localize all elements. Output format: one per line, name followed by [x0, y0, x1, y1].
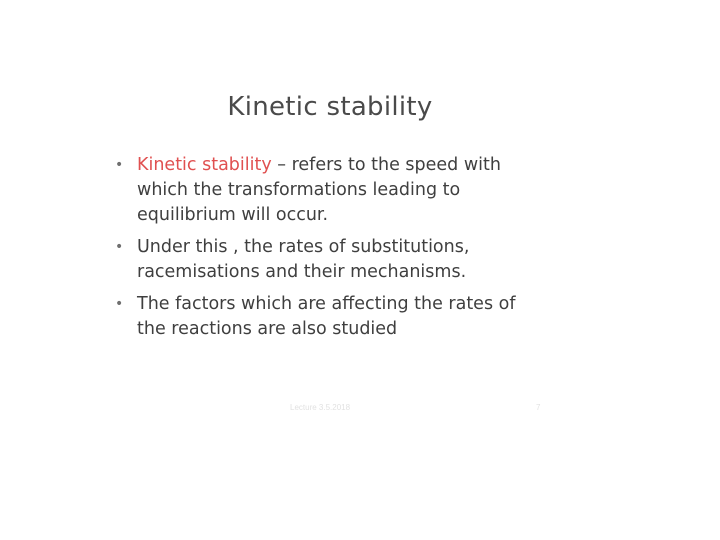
- slide-title: Kinetic stability: [227, 92, 433, 122]
- bullet-dot-icon: •: [115, 296, 124, 312]
- bullet-term: Kinetic stability: [137, 155, 272, 175]
- bullet-item: [115, 235, 535, 285]
- bullet-text: The factors which are affecting the rates of the reactions are also studied: [137, 294, 516, 339]
- bullet-text: Under this , the rates of substitutions, racemisations and their mechanisms.: [137, 237, 470, 282]
- bullet-item: [115, 292, 535, 342]
- bullet-dot-icon: •: [115, 239, 124, 255]
- bullet-text: – refers to the speed with which the transformations leading to equilibrium will occur.: [137, 155, 501, 225]
- slide-page-number: 7: [536, 403, 541, 412]
- bullet-dot-icon: •: [115, 157, 124, 173]
- bullet-list: [115, 153, 535, 349]
- bullet-item: [115, 153, 535, 228]
- slide-footer-text: Lecture 3.5.2018: [290, 403, 351, 412]
